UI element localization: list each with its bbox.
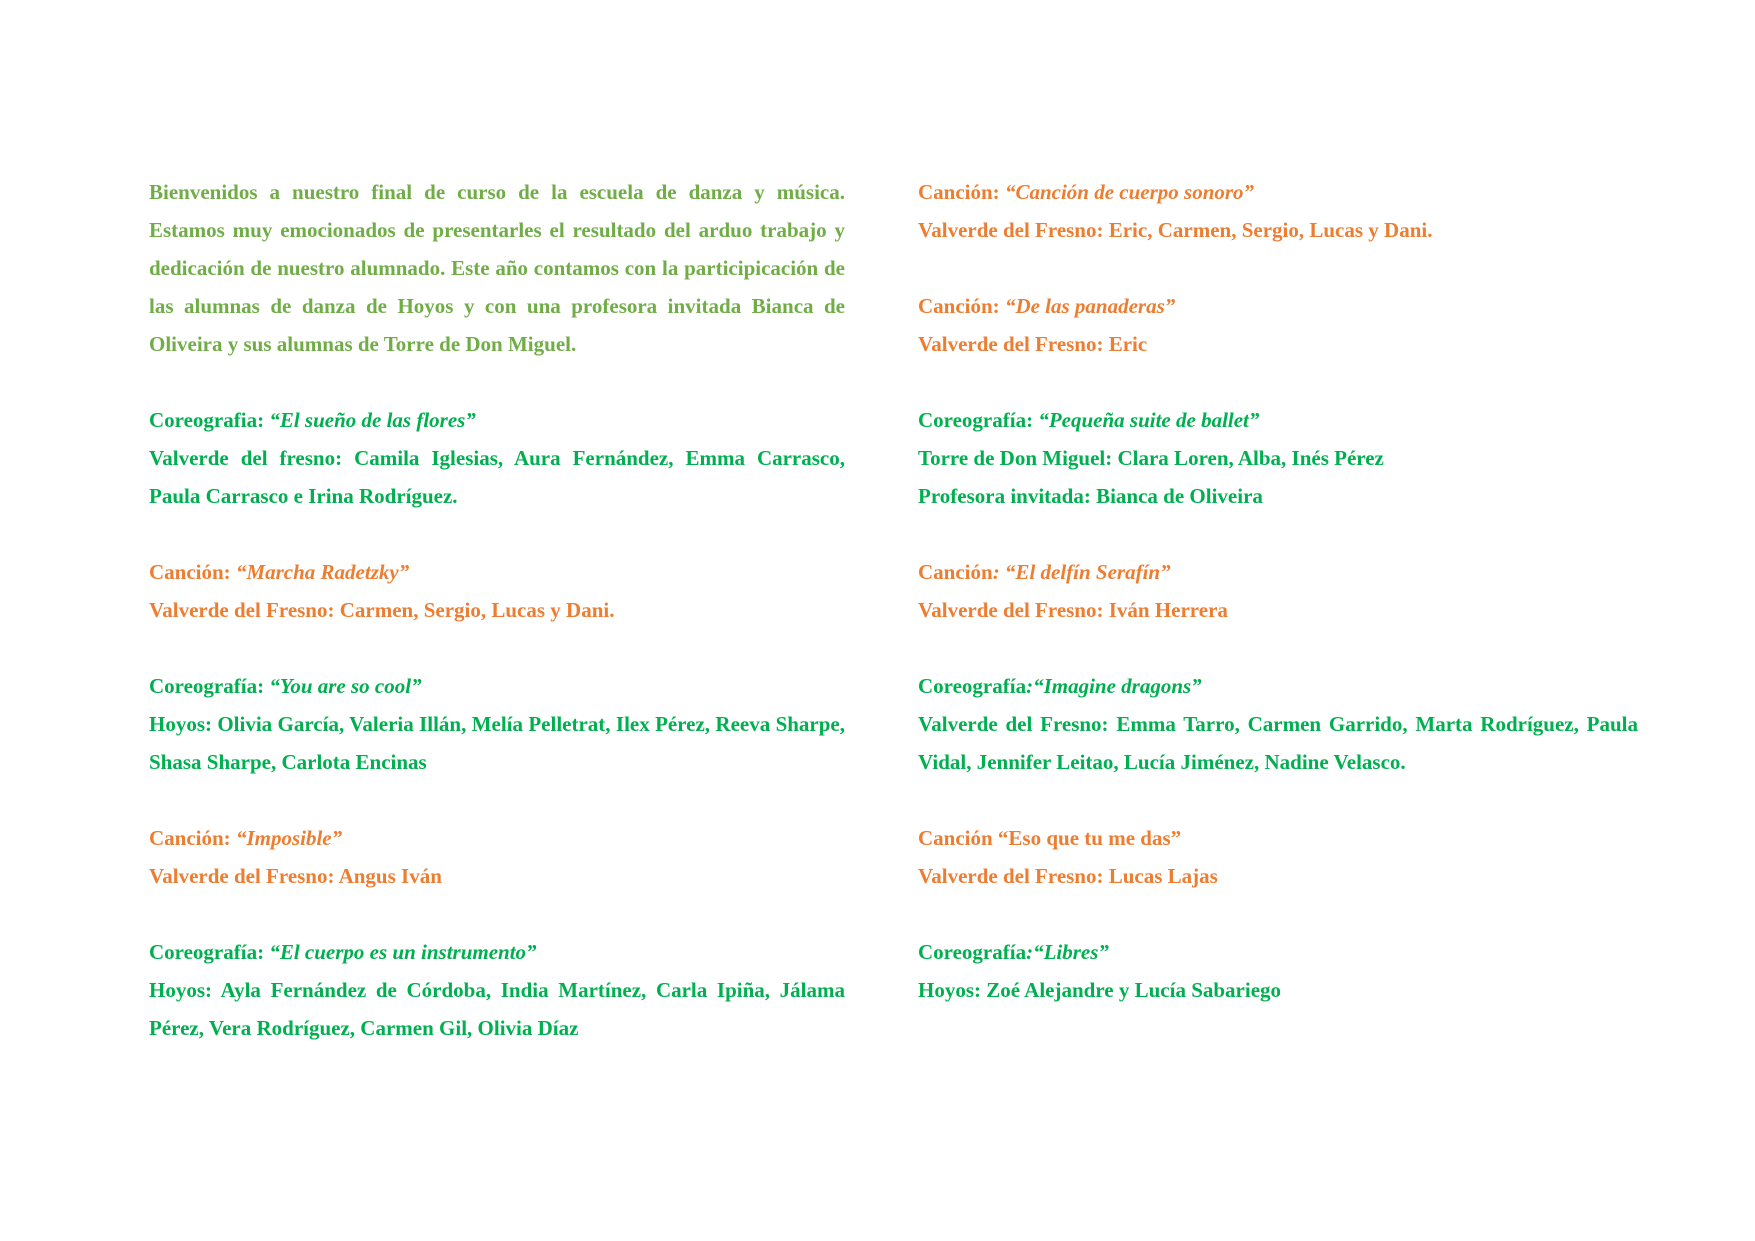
item-performers: Valverde del Fresno: Carmen, Sergio, Lucas y Dani.	[149, 598, 615, 622]
item-work-title: “Marcha Radetzky”	[235, 560, 410, 584]
item-title: Coreografía:“Libres”	[918, 940, 1109, 964]
item-performers: Valverde del Fresno: Iván Herrera	[918, 598, 1228, 622]
item-title: Canción: “De las panaderas”	[918, 294, 1176, 318]
item-title: Coreografía: “El cuerpo es un instrumento”	[149, 940, 537, 964]
program-item	[149, 401, 845, 515]
item-title: Coreografía: “You are so cool”	[149, 674, 422, 698]
item-title: Canción: “Marcha Radetzky”	[149, 560, 410, 584]
program-item	[149, 933, 845, 1047]
item-work-title: “El sueño de las flores”	[269, 408, 476, 432]
program-item	[918, 819, 1638, 895]
left-column	[149, 173, 845, 1085]
item-title: Canción: “Canción de cuerpo sonoro”	[918, 180, 1255, 204]
item-work-title: : “El delfín Serafín”	[992, 560, 1171, 584]
program-item	[918, 287, 1638, 363]
program-item	[149, 819, 845, 895]
item-title: Canción: “El delfín Serafín”	[918, 560, 1171, 584]
item-title: Canción “Eso que tu me das”	[918, 826, 1182, 850]
item-performers: Valverde del fresno: Camila Iglesias, Aura Fernández, Emma Carrasco, Paula Carrasco e Irina Rodríguez.	[149, 446, 845, 508]
item-work-title: :“Imagine dragons”	[1026, 674, 1202, 698]
item-performers: Hoyos: Ayla Fernández de Córdoba, India Martínez, Carla Ipiña, Jálama Pérez, Vera Rodríguez, Carmen Gil, Olivia Díaz	[149, 978, 845, 1040]
item-title: Coreografia: “El sueño de las flores”	[149, 408, 476, 432]
item-performers: Valverde del Fresno: Eric, Carmen, Sergio, Lucas y Dani.	[918, 218, 1433, 242]
program-item	[918, 401, 1638, 515]
program-item	[918, 173, 1638, 249]
item-work-title: “El cuerpo es un instrumento”	[269, 940, 537, 964]
item-performers: Valverde del Fresno: Eric	[918, 332, 1148, 356]
program-item	[918, 667, 1638, 781]
item-title: Coreografía:“Imagine dragons”	[918, 674, 1202, 698]
item-title: Canción: “Imposible”	[149, 826, 343, 850]
item-title: Coreografía: “Pequeña suite de ballet”	[918, 408, 1260, 432]
item-work-title: “Canción de cuerpo sonoro”	[1004, 180, 1255, 204]
item-performers: Hoyos: Olivia García, Valeria Illán, Melía Pelletrat, Ilex Pérez, Reeva Sharpe, Shasa Sharpe, Carlota Encinas	[149, 712, 845, 774]
intro-paragraph: Bienvenidos a nuestro final de curso de la escuela de danza y música. Estamos muy emocionados de presentarles el resultado del arduo trabajo y dedicación de nuestro alumnado. Este año contamos con la participicación de las alumnas de danza de Hoyos y con una profesora invitada Bianca de Oliveira y sus alumnas de Torre de Don Miguel.	[149, 180, 845, 356]
item-work-title: “Imposible”	[235, 826, 343, 850]
program-item	[149, 553, 845, 629]
program-item	[918, 933, 1638, 1009]
item-guest-teacher: Profesora invitada: Bianca de Oliveira	[918, 484, 1263, 508]
item-performers: Valverde del Fresno: Angus Iván	[149, 864, 442, 888]
item-performers: Hoyos: Zoé Alejandre y Lucía Sabariego	[918, 978, 1282, 1002]
item-work-title: “Pequeña suite de ballet”	[1038, 408, 1260, 432]
item-performers: Torre de Don Miguel: Clara Loren, Alba, Inés Pérez	[918, 446, 1384, 470]
program-item	[918, 553, 1638, 629]
item-work-title: :“Libres”	[1026, 940, 1109, 964]
item-work-title: “You are so cool”	[269, 674, 422, 698]
item-performers: Valverde del Fresno: Emma Tarro, Carmen Garrido, Marta Rodríguez, Paula Vidal, Jennifer Leitao, Lucía Jiménez, Nadine Velasco.	[918, 712, 1638, 774]
program-item	[149, 667, 845, 781]
right-column	[918, 173, 1638, 1047]
item-work-title: “De las panaderas”	[1004, 294, 1176, 318]
item-performers: Valverde del Fresno: Lucas Lajas	[918, 864, 1218, 888]
